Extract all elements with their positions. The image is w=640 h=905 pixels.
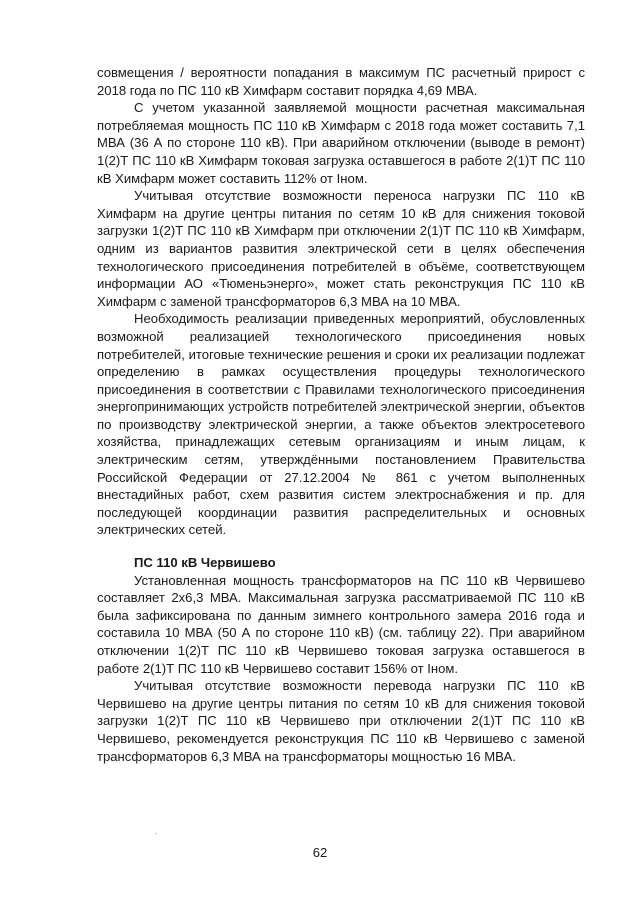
scan-speck xyxy=(155,833,157,834)
paragraph-chervishevo-load: Установленная мощность трансформаторов на ПС 110 кВ Червишево составляет 2х6,3 МВА. Максимальная загрузка рассматриваемой ПС 110 кВ была зафиксирована по данным зимнего контрольного замера 2016 года и составила 10 МВА (50 А по стороне 110 кВ) (см. таблицу 22). При аварийном отключении 1(2)Т ПС 110 кВ Червишево токовая загрузка оставшегося в работе 2(1)Т ПС 110 кВ Червишево составит 156% от Iном. xyxy=(97,572,585,676)
page-number: 62 xyxy=(312,845,328,860)
section-heading: ПС 110 кВ Червишево xyxy=(134,555,276,571)
paragraph-chervishevo-recommendation: Учитывая отсутствие возможности перевода нагрузки ПС 110 кВ Червишево на другие центры питания по сетям 10 кВ для снижения токовой загрузки 1(2)Т ПС 110 кВ Червишево при отключении 2(1)Т ПС 110 кВ Червишево, рекомендуется реконструкция ПС 110 кВ Червишево с заменой трансформаторов 6,3 МВА на трансформаторы мощностью 16 МВА. xyxy=(97,678,585,764)
document-page xyxy=(97,64,585,765)
paragraph-khimfarm-reconstruction: Учитывая отсутствие возможности переноса нагрузки ПС 110 кВ Химфарм на другие центры питания по сетям 10 кВ для снижения токовой загрузки 1(2)Т ПС 110 кВ Химфарм при отключении 2(1)Т ПС 110 кВ Химфарм, одним из вариантов развития электрической сети в целях обеспечения технологического присоединения потребителей в объёме, соответствующем информации АО «Тюменьэнерго», может стать реконструкция ПС 110 кВ Химфарм с заменой трансформаторов 6,3 МВА на 10 МВА. xyxy=(97,188,585,309)
paragraph-connection-rules: Необходимость реализации приведенных мероприятий, обусловленных возможной реализацией технологического присоединения новых потребителей, итоговые технические решения и сроки их реализации подлежат определению в рамках осуществления процедуры технологического присоединения в соответствии с Правилами технологического присоединения энергопринимающих устройств потребителей электрической энергии, объектов по производству электрической энергии, а также объектов электросетевого хозяйства, принадлежащих сетевым организациям и иным лицам, к электрическим сетям, утверждёнными постановлением Правительства Российской Федерации от 27.12.2004 № 861 с учетом выполненных внестадийных работ, схем развития систем электроснабжения и пр. для последующей координации развития распределительных и основных электрических сетей. xyxy=(97,311,585,538)
paragraph-continuation: совмещения / вероятности попадания в максимум ПС расчетный прирост с 2018 года по ПС 110 кВ Химфарм составит порядка 4,69 МВА. xyxy=(97,65,585,98)
paragraph-khimfarm-load: С учетом указанной заявляемой мощности расчетная максимальная потребляемая мощность ПС 110 кВ Химфарм с 2018 года может составить 7,1 МВА (36 А по стороне 110 кВ). При аварийном отключении (выводе в ремонт) 1(2)Т ПС 110 кВ Химфарм токовая загрузка оставшегося в работе 2(1)Т ПС 110 кВ Химфарм может составить 112% от Iном. xyxy=(97,100,585,186)
